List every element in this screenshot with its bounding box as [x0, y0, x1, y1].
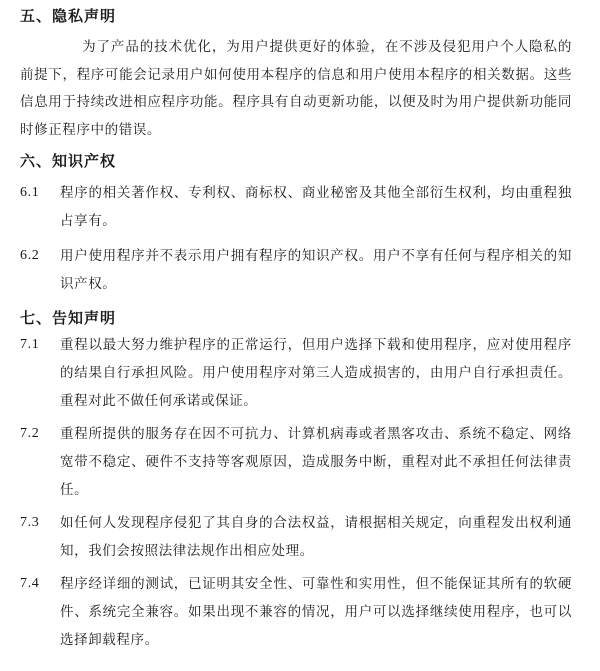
item-number: 7.4	[20, 576, 40, 591]
section-heading-ip: 六、知识产权	[20, 152, 117, 170]
item-text: 程序的相关著作权、专利权、商标权、商业秘密及其他全部衍生权利，均由重程独占享有。	[60, 185, 572, 229]
item-text: 重程以最大努力维护程序的正常运行，但用户选择下载和使用程序，应对使用程序的结果自行承担风险。用户使用程序对第三人造成损害的，由用户自行承担责任。重程对此不做任何承诺或保证。	[60, 337, 572, 409]
list-item	[20, 331, 572, 415]
item-text: 程序经详细的测试，已证明其安全性、可靠性和实用性，但不能保证其所有的软硬件、系统完全兼容。如果出现不兼容的情况，用户可以选择继续使用程序，也可以选择卸载程序。	[60, 576, 572, 648]
item-text: 如任何人发现程序侵犯了其自身的合法权益，请根据相关规定，向重程发出权利通知，我们会按照法律法规作出相应处理。	[60, 515, 572, 559]
section-heading-notice: 七、告知声明	[20, 309, 117, 327]
list-item	[20, 242, 572, 298]
privacy-paragraph: 为了产品的技术优化，为用户提供更好的体验，在不涉及侵犯用户个人隐私的前提下，程序可能会记录用户如何使用本程序的信息和用户使用本程序的相关数据。这些信息用于持续改进相应程序功能。程序具有自动更新功能，以便及时为用户提供新功能同时修正程序中的错误。	[20, 39, 572, 138]
item-number: 6.1	[20, 185, 40, 200]
item-number: 7.1	[20, 337, 40, 352]
list-item	[20, 509, 572, 565]
item-number: 7.2	[20, 426, 40, 441]
section-heading-privacy: 五、隐私声明	[20, 7, 117, 25]
item-text: 用户使用程序并不表示用户拥有程序的知识产权。用户不享有任何与程序相关的知识产权。	[60, 248, 572, 292]
list-item	[20, 570, 572, 654]
item-number: 6.2	[20, 248, 40, 263]
list-item	[20, 179, 572, 235]
item-number: 7.3	[20, 515, 40, 530]
item-text: 重程所提供的服务存在因不可抗力、计算机病毒或者黑客攻击、系统不稳定、网络宽带不稳定、硬件不支持等客观原因，造成服务中断，重程对此不承担任何法律责任。	[60, 426, 572, 498]
list-item	[20, 420, 572, 504]
